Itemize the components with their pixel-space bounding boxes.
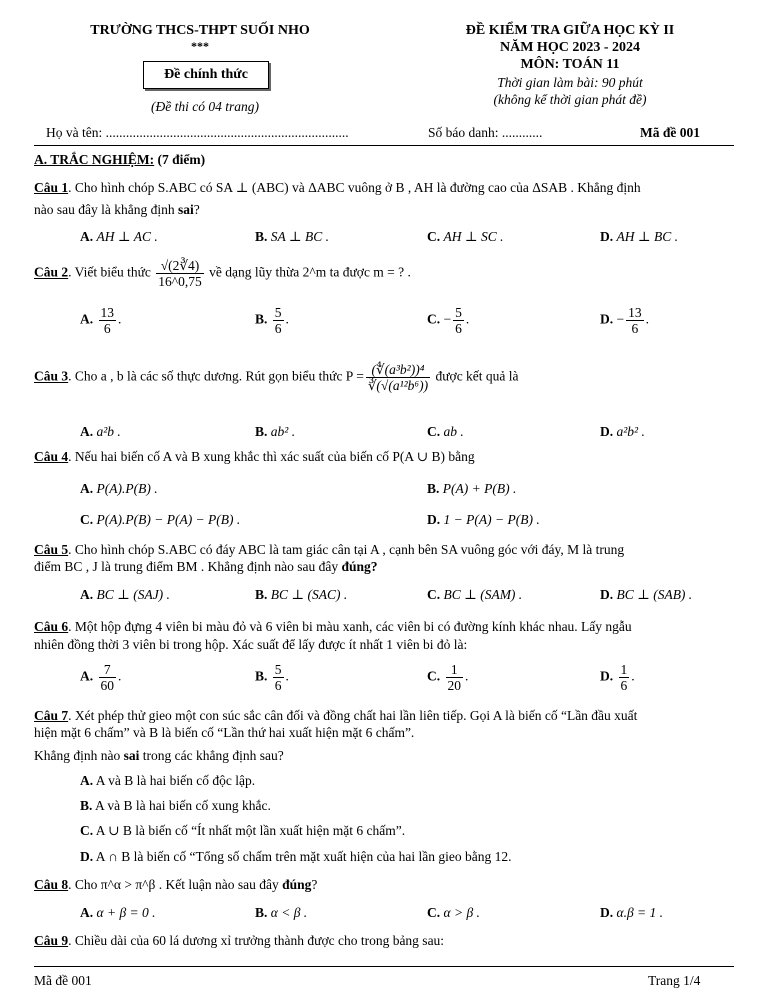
q2-option-c[interactable]: C. − $\frac{5}{6}$ . bbox=[427, 305, 470, 336]
q6-option-c[interactable]: C. $\frac{1}{20}$ . bbox=[427, 662, 469, 693]
q4-option-d[interactable]: D. 1 − P(A) − P(B) . bbox=[427, 512, 540, 527]
q1-option-a[interactable]: A. AH ⊥ AC . bbox=[80, 229, 158, 244]
footer-divider bbox=[34, 966, 734, 967]
q4-option-a[interactable]: A. P(A).P(B) . bbox=[80, 481, 158, 496]
q1-option-d[interactable]: D. AH ⊥ BC . bbox=[600, 229, 678, 244]
q3-option-c[interactable]: C. ab . bbox=[427, 424, 464, 439]
q1-option-c[interactable]: C. AH ⊥ SC . bbox=[427, 229, 504, 244]
official-box bbox=[143, 61, 269, 89]
question-9: Câu 9. Chiều dài của 60 lá dương xỉ trưởng thành được cho trong bảng sau: bbox=[34, 933, 445, 948]
section-title: A. TRẮC NGHIỆM: (7 điểm) bbox=[34, 152, 206, 167]
q3-option-b[interactable]: B. ab² . bbox=[255, 424, 296, 439]
q2-option-a[interactable]: A. $\frac{13}{6}$ . bbox=[80, 305, 122, 336]
question-7-line2: hiện mặt 6 chấm” và B là biến cố “Lần thứ hai xuất hiện mặt 6 chấm”. bbox=[34, 725, 415, 740]
question-4: Câu 4. Nếu hai biến cố A và B xung khắc thì xác suất của biến cố P(A ∪ B) bằng bbox=[34, 449, 475, 464]
school-year: NĂM HỌC 2023 - 2024 bbox=[500, 40, 640, 55]
question-6: Câu 6. Một hộp đựng 4 viên bi màu đỏ và 6 viên bi màu xanh, các viên bi có đường kính khác nhau. Lấy ngẫu bbox=[34, 619, 632, 634]
q8-option-d[interactable]: D. α.β = 1 . bbox=[600, 905, 664, 920]
q5-option-a[interactable]: A. BC ⊥ (SAJ) . bbox=[80, 587, 170, 602]
q6-option-a[interactable]: A. $\frac{7}{60}$ . bbox=[80, 662, 122, 693]
q5-option-b[interactable]: B. BC ⊥ (SAC) . bbox=[255, 587, 348, 602]
header-divider bbox=[34, 145, 734, 146]
q4-option-b[interactable]: B. P(A) + P(B) . bbox=[427, 481, 517, 496]
candidate-id-field[interactable]: Số báo danh: ............ bbox=[428, 125, 543, 140]
exam-time-note: (không kể thời gian phát đề) bbox=[493, 92, 647, 107]
q3-option-d[interactable]: D. a²b² . bbox=[600, 424, 645, 439]
q2-option-d[interactable]: D. − $\frac{13}{6}$ . bbox=[600, 305, 649, 336]
q7-option-d[interactable]: D. A ∩ B là biến cố “Tổng số chấm trên mặt xuất hiện của hai lần gieo bằng 12. bbox=[80, 849, 512, 864]
q3-option-a[interactable]: A. a²b . bbox=[80, 424, 121, 439]
question-5-line2: điểm BC , J là trung điểm BM . Khẳng định nào sau đây đúng? bbox=[34, 559, 378, 574]
footer-exam-code: Mã đề 001 bbox=[34, 973, 92, 988]
footer-page-number: Trang 1/4 bbox=[648, 973, 701, 988]
exam-time: Thời gian làm bài: 90 phút bbox=[497, 75, 643, 90]
name-field[interactable]: Họ và tên: ........................................................................ bbox=[46, 125, 349, 140]
q7-option-a[interactable]: A. A và B là hai biến cố độc lập. bbox=[80, 773, 256, 788]
q2-expression: $\frac{√(2∛4)}{16\^{}0,75}$ bbox=[158, 258, 202, 289]
q5-option-d[interactable]: D. BC ⊥ (SAB) . bbox=[600, 587, 693, 602]
q5-option-c[interactable]: C. BC ⊥ (SAM) . bbox=[427, 587, 523, 602]
official-label: Đề chính thức bbox=[164, 67, 248, 82]
q8-option-c[interactable]: C. α > β . bbox=[427, 905, 480, 920]
exam-code: Mã đề 001 bbox=[640, 125, 700, 140]
question-1-line2: nào sau đây là khẳng định sai? bbox=[34, 202, 200, 217]
q6-option-b[interactable]: B. $\frac{5}{6}$ . bbox=[255, 662, 289, 693]
q6-option-d[interactable]: D. $\frac{1}{6}$ . bbox=[600, 662, 635, 693]
q8-option-b[interactable]: B. α < β . bbox=[255, 905, 308, 920]
exam-title: ĐỀ KIỂM TRA GIỮA HỌC KỲ II bbox=[465, 23, 675, 38]
question-2: Câu 2. Viết biểu thức $\frac{√(2∛4)}{16\^{}0,75}$ về dạng lũy thừa 2^m ta được m = ? . bbox=[34, 258, 411, 289]
question-1: Câu 1. Cho hình chóp S.ABC có SA ⊥ (ABC) và ΔABC vuông ở B , AH là đường cao của ΔSAB . Khẳng định bbox=[34, 180, 641, 195]
q7-option-b[interactable]: B. A và B là hai biến cố xung khắc. bbox=[80, 798, 271, 813]
q4-option-c[interactable]: C. P(A).P(B) − P(A) − P(B) . bbox=[80, 512, 241, 527]
q3-expression: $\frac{\text{(∜(a³b²))⁴}}{\text{∛(√(a¹²b⁶))}}$ bbox=[367, 362, 429, 393]
q7-option-c[interactable]: C. A ∪ B là biến cố “Ít nhất một lần xuất hiện mặt 6 chấm”. bbox=[80, 823, 406, 838]
question-3: Câu 3. Cho a , b là các số thực dương. Rút gọn biểu thức P = $\frac{\text{(∜(a³b²))⁴}}{\text{∛(√(a¹²b⁶))}}$ được kết quả là bbox=[34, 362, 519, 393]
q2-option-b[interactable]: B. $\frac{5}{6}$ . bbox=[255, 305, 289, 336]
question-5: Câu 5. Cho hình chóp S.ABC có đáy ABC là tam giác cân tại A , cạnh bên SA vuông góc với đáy, M là trung bbox=[34, 542, 625, 557]
question-7: Câu 7. Xét phép thử gieo một con súc sắc cân đối và đồng chất hai lần liên tiếp. Gọi A là biến cố “Lần đầu xuất bbox=[34, 708, 638, 723]
q1-option-b[interactable]: B. SA ⊥ BC . bbox=[255, 229, 329, 244]
pages-note: (Đề thi có 04 trang) bbox=[151, 99, 259, 114]
stars-decoration: *** bbox=[191, 39, 209, 53]
subject: MÔN: TOÁN 11 bbox=[520, 57, 620, 72]
school-name: TRƯỜNG THCS-THPT SUỐI NHO bbox=[90, 23, 310, 38]
q8-option-a[interactable]: A. α + β = 0 . bbox=[80, 905, 156, 920]
question-6-line2: nhiên đồng thời 3 viên bi trong hộp. Xác suất để lấy được ít nhất 1 viên bi đỏ là: bbox=[34, 637, 468, 652]
question-8: Câu 8. Cho π^α > π^β . Kết luận nào sau đây đúng? bbox=[34, 877, 318, 892]
question-7-line3: Khẳng định nào sai trong các khẳng định sau? bbox=[34, 748, 284, 763]
